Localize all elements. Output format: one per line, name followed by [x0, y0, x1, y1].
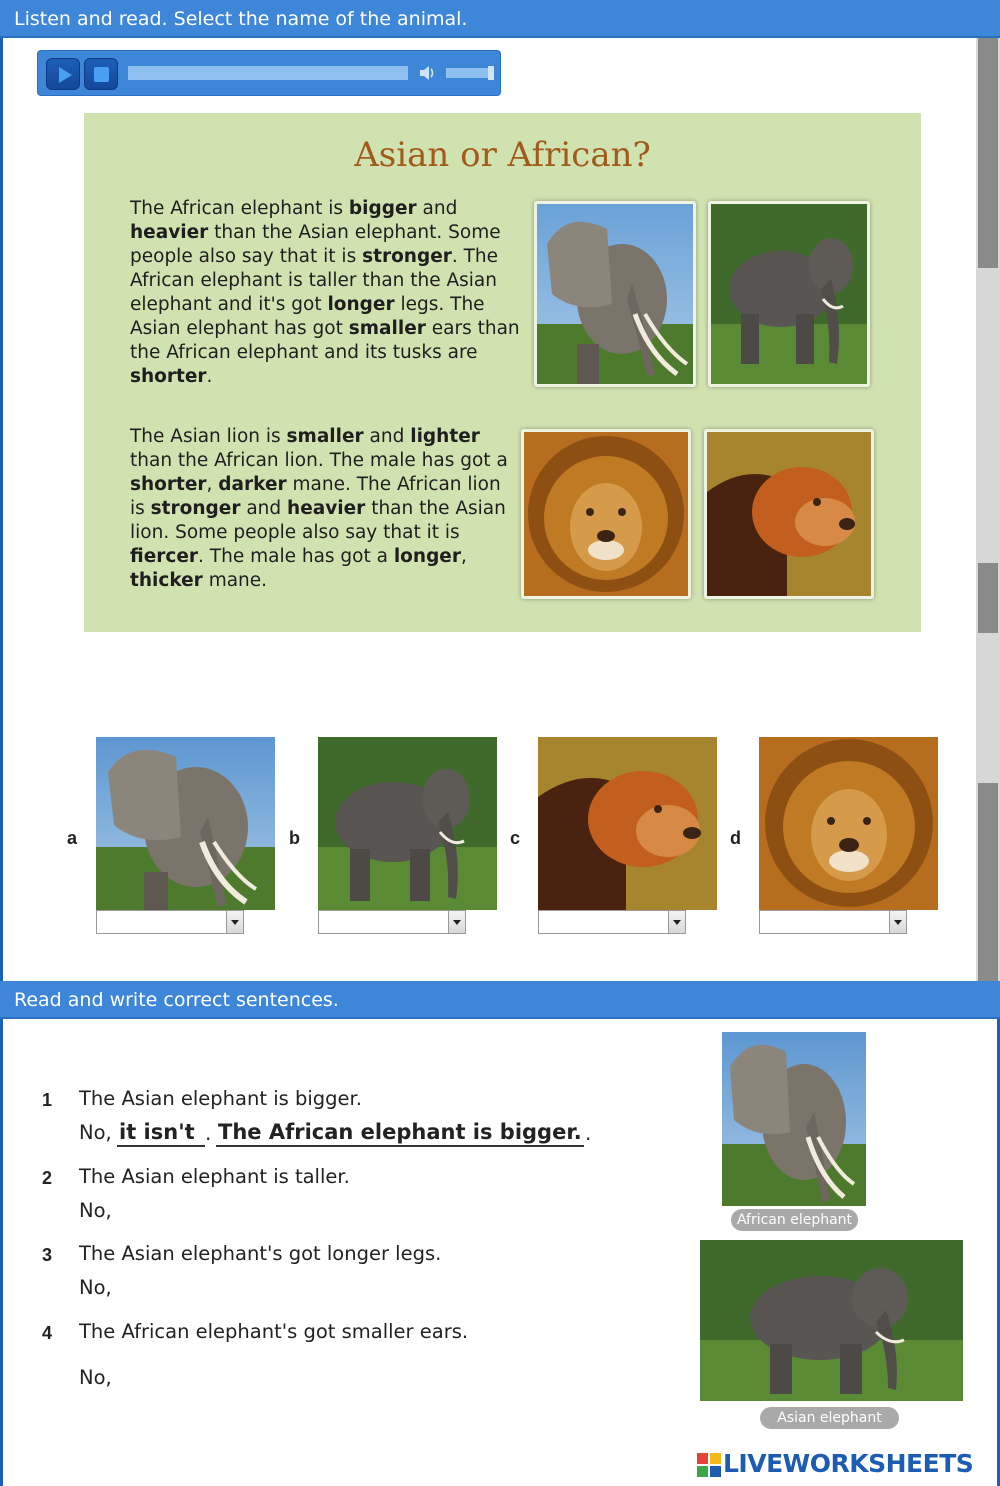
- asian-lion-photo: [704, 429, 874, 599]
- answer-field[interactable]: [117, 1364, 584, 1366]
- answer-field-long[interactable]: The African elephant is bigger.: [216, 1119, 584, 1147]
- question-number: 4: [42, 1323, 53, 1343]
- section-header-write: Read and write correct sentences.: [0, 981, 1000, 1019]
- option-photo-b: [318, 737, 497, 910]
- answer-prefix: No,: [79, 1121, 112, 1144]
- african-elephant-reference-photo: [722, 1032, 866, 1206]
- elephant-paragraph: The African elephant is bigger and heavier than the Asian elephant. Some people also say that it is stronger. The African elephant is taller than the Asian elephant and it's got longer legs. The Asian elephant has got smaller ears than the African elephant and its tusks are shorter.: [130, 198, 520, 387]
- bold-word: heavier: [287, 498, 366, 519]
- answer-prefix: No,: [79, 1199, 112, 1222]
- question-text: The Asian elephant's got longer legs.: [79, 1242, 442, 1265]
- bold-word: shorter: [130, 366, 207, 387]
- bold-word: heavier: [130, 222, 209, 243]
- question-text: The Asian elephant is bigger.: [79, 1087, 362, 1110]
- stop-button[interactable]: [84, 58, 118, 90]
- bold-word: longer: [393, 546, 461, 567]
- question-text: The Asian elephant is taller.: [79, 1165, 350, 1188]
- chevron-down-icon[interactable]: [668, 911, 685, 933]
- option-photo-c: [538, 737, 717, 910]
- chevron-down-icon[interactable]: [889, 911, 906, 933]
- answer-field-short[interactable]: it isn't: [117, 1119, 205, 1147]
- bold-word: longer: [327, 294, 395, 315]
- section-header-listen: Listen and read. Select the name of the animal.: [0, 0, 1000, 38]
- scrollbar-thumb[interactable]: [978, 783, 998, 981]
- photo-caption-african: African elephant: [731, 1209, 858, 1231]
- reading-panel: [84, 113, 921, 632]
- asian-elephant-reference-photo: [700, 1240, 963, 1401]
- question-text: The African elephant's got smaller ears.: [79, 1320, 469, 1343]
- bold-word: fiercer: [130, 546, 199, 567]
- answer-field[interactable]: [117, 1197, 584, 1199]
- option-letter-b: b: [289, 828, 300, 848]
- animal-select-d[interactable]: [759, 910, 907, 934]
- reading-title: Asian or African?: [354, 135, 651, 175]
- option-photo-a: [96, 737, 275, 910]
- question-number: 1: [42, 1090, 53, 1110]
- option-letter-c: c: [510, 828, 521, 848]
- animal-select-a[interactable]: [96, 910, 244, 934]
- punctuation: .: [205, 1121, 212, 1145]
- chevron-down-icon[interactable]: [226, 911, 243, 933]
- brand-name: LIVEWORKSHEETS: [723, 1449, 974, 1478]
- animal-select-c[interactable]: [538, 910, 686, 934]
- animal-select-b[interactable]: [318, 910, 466, 934]
- audio-progress-bar[interactable]: [128, 66, 408, 80]
- african-lion-photo: [521, 429, 691, 599]
- speaker-icon[interactable]: [418, 63, 438, 83]
- bold-word: darker: [218, 474, 287, 495]
- audio-player: [37, 50, 501, 96]
- volume-slider[interactable]: [446, 68, 494, 78]
- punctuation: .: [585, 1121, 592, 1145]
- bold-word: smaller: [348, 318, 426, 339]
- lion-paragraph: The Asian lion is smaller and lighter than the African lion. The male has got a shorter, darker mane. The African lion is stronger and heavier than the Asian lion. Some people also say that it is fiercer. The male has got a longer, thicker mane.: [130, 426, 508, 591]
- chevron-down-icon[interactable]: [448, 911, 465, 933]
- bold-word: stronger: [150, 498, 241, 519]
- bold-word: bigger: [348, 198, 417, 219]
- bold-word: shorter: [130, 474, 207, 495]
- question-number: 2: [42, 1168, 53, 1188]
- answer-field[interactable]: [117, 1274, 584, 1276]
- answer-prefix: No,: [79, 1366, 112, 1389]
- bold-word: smaller: [286, 426, 364, 447]
- bold-word: thicker: [130, 570, 203, 591]
- bold-word: stronger: [362, 246, 452, 267]
- asian-elephant-photo: [708, 201, 870, 387]
- question-number: 3: [42, 1245, 53, 1265]
- answer-prefix: No,: [79, 1276, 112, 1299]
- scrollbar-thumb[interactable]: [978, 38, 998, 268]
- option-photo-d: [759, 737, 938, 910]
- option-letter-d: d: [730, 828, 741, 848]
- option-letter-a: a: [67, 828, 78, 848]
- scrollbar-thumb[interactable]: [978, 563, 998, 633]
- bold-word: lighter: [410, 426, 480, 447]
- play-button[interactable]: [46, 58, 80, 90]
- african-elephant-photo: [534, 201, 696, 387]
- photo-caption-asian: Asian elephant: [760, 1407, 899, 1429]
- liveworksheets-icon: [697, 1453, 721, 1477]
- side-scrollbar[interactable]: [976, 38, 1000, 981]
